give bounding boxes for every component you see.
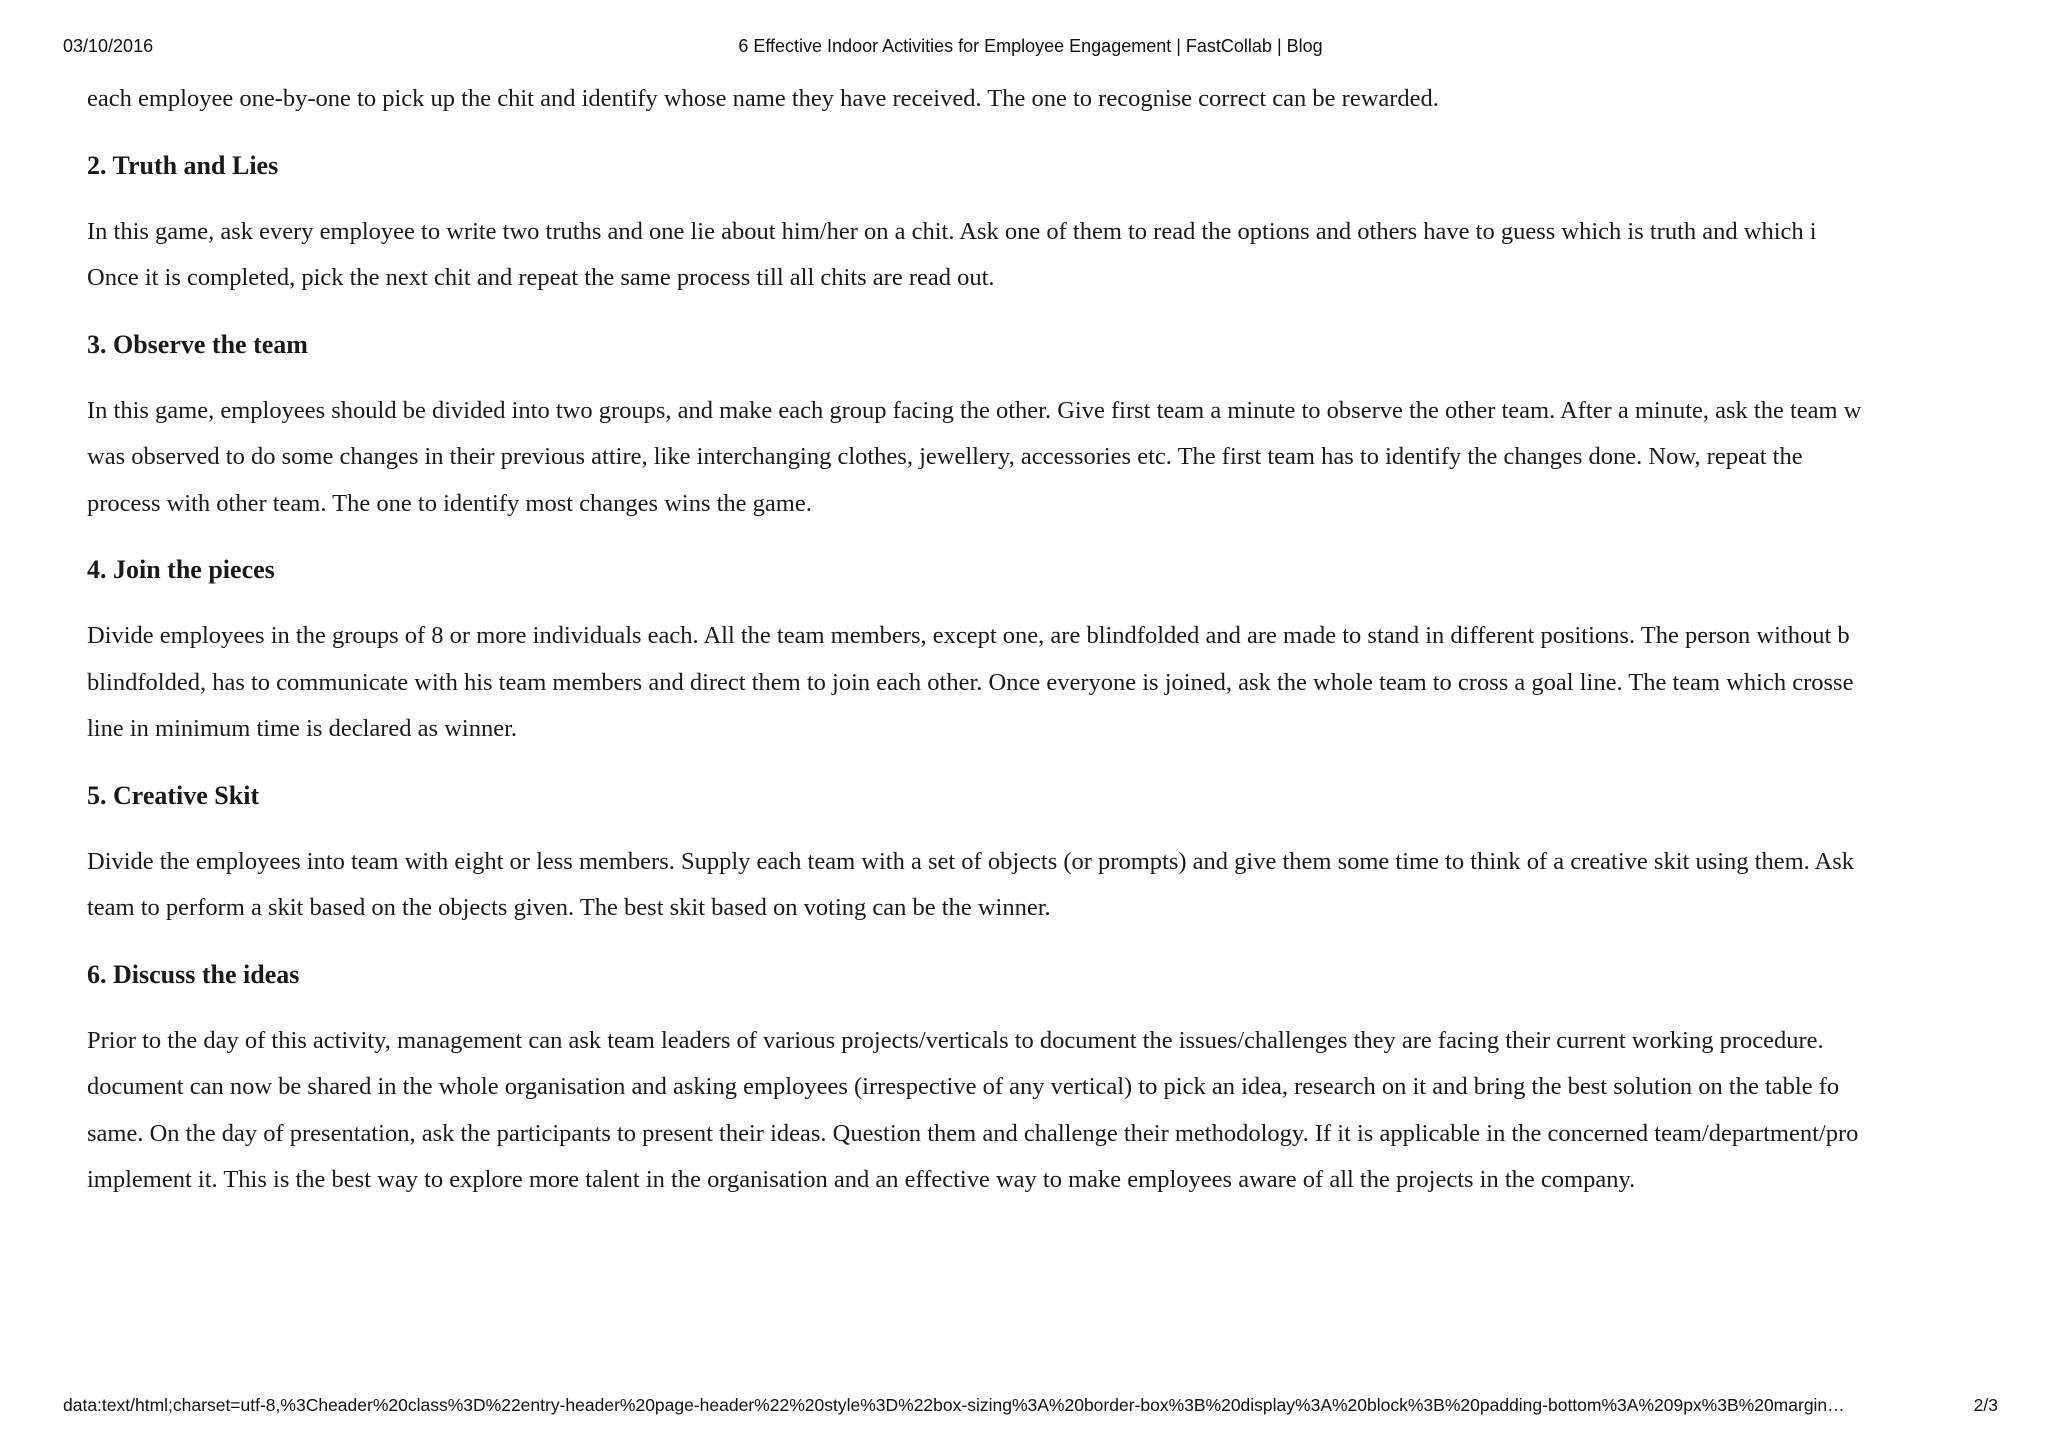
section-heading: 5. Creative Skit bbox=[87, 780, 260, 810]
print-date: 03/10/2016 bbox=[63, 36, 154, 56]
page-number: 2/3 bbox=[1973, 1395, 1998, 1415]
print-footer bbox=[63, 1395, 1998, 1421]
paragraph-line: document can now be shared in the whole organisation and asking employees (irrespective of any vertical) to pick an idea, research on it and bring the best solution on the table fo bbox=[87, 1073, 1840, 1100]
section-join-the-pieces bbox=[87, 547, 1992, 753]
paragraph-line: same. On the day of presentation, ask the participants to present their ideas. Question them and challenge their methodology. If it is applicable in the concerned team/department/pro bbox=[87, 1119, 1859, 1147]
paragraph-line: Once it is completed, pick the next chit and repeat the same process till all chits are read out. bbox=[87, 264, 995, 291]
section-truth-and-lies bbox=[87, 143, 1992, 302]
paragraph-line: team to perform a skit based on the objects given. The best skit based on voting can be the winner. bbox=[87, 894, 1051, 921]
section-discuss-the-ideas bbox=[87, 952, 1992, 1204]
section-heading: 3. Observe the team bbox=[87, 329, 308, 359]
paragraph-line: line in minimum time is declared as winner. bbox=[87, 715, 518, 742]
section-paragraph bbox=[87, 613, 1992, 753]
section-observe-the-team bbox=[87, 322, 1992, 528]
paragraph-line: was observed to do some changes in their previous attire, like interchanging clothes, jewellery, accessories etc. The first team has to identify the changes done. Now, repeat the bbox=[87, 443, 1803, 470]
paragraph-line: process with other team. The one to identify most changes wins the game. bbox=[87, 489, 812, 517]
paragraph-line: blindfolded, has to communicate with his team members and direct them to join each other. Once everyone is joined, ask the whole team to cross a goal line. The team which crosse bbox=[87, 668, 1854, 696]
paragraph-line: implement it. This is the best way to explore more talent in the organisation and an effective way to make employees aware of all the projects in the company. bbox=[87, 1166, 1636, 1193]
intro-continuation: each employee one-by-one to pick up the chit and identify whose name they have received. The one to recognise correct can be rewarded. bbox=[87, 85, 1439, 112]
print-header bbox=[63, 36, 1998, 62]
section-paragraph bbox=[87, 209, 1992, 302]
paragraph-line: Divide employees in the groups of 8 or more individuals each. All the team members, except one, are blindfolded and are made to stand in different positions. The person without b bbox=[87, 622, 1850, 649]
section-paragraph bbox=[87, 1018, 1992, 1204]
paragraph-line: In this game, ask every employee to write two truths and one lie about him/her on a chit. Ask one of them to read the options and others have to guess which is truth and which i bbox=[87, 217, 1817, 245]
paragraph-line: Prior to the day of this activity, management can ask team leaders of various projects/verticals to document the issues/challenges they are facing their current working procedure. bbox=[87, 1026, 1824, 1054]
section-paragraph bbox=[87, 839, 1992, 932]
section-heading: 2. Truth and Lies bbox=[87, 150, 279, 180]
section-heading: 4. Join the pieces bbox=[87, 555, 275, 584]
paragraph-line: In this game, employees should be divided into two groups, and make each group facing the other. Give first team a minute to observe the other team. After a minute, ask the team w bbox=[87, 396, 1862, 424]
section-heading: 6. Discuss the ideas bbox=[87, 959, 300, 989]
article-body bbox=[87, 76, 1992, 1224]
section-paragraph bbox=[87, 388, 1992, 528]
page-title: 6 Effective Indoor Activities for Employee Engagement | FastCollab | Blog bbox=[738, 36, 1323, 56]
section-creative-skit bbox=[87, 773, 1992, 932]
paragraph-line: Divide the employees into team with eight or less members. Supply each team with a set of objects (or prompts) and give them some time to think of a creative skit using them. Ask bbox=[87, 847, 1855, 875]
source-url: data:text/html;charset=utf-8,%3Cheader%20class%3D%22entry-header%20page-header%22%20style%3D%22box-sizing%3A%20border-box%3B%20display%3A%20block%3B%20padding-bottom%3A%209px%3B%20margin… bbox=[63, 1395, 1845, 1415]
